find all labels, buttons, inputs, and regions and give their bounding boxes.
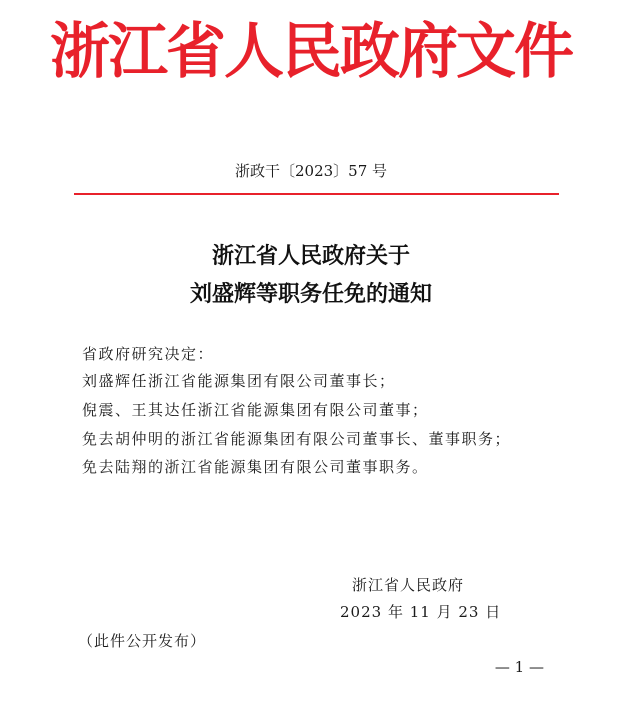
red-divider-line xyxy=(74,193,559,195)
publish-note: （此件公开发布） xyxy=(78,632,207,650)
signature-organization: 浙江省人民政府 xyxy=(352,576,465,594)
signature-date: 2023 年 11 月 23 日 xyxy=(340,603,502,621)
body-line-appointment-chairman: 刘盛辉任浙江省能源集团有限公司董事长； xyxy=(82,372,396,390)
body-line-appointment-directors: 倪震、王其达任浙江省能源集团有限公司董事； xyxy=(82,401,429,419)
document-number: 浙政干〔2023〕57 号 xyxy=(234,162,388,180)
notice-title-line-1: 浙江省人民政府关于 xyxy=(211,244,410,269)
masthead-title: 浙江省人民政府文件 xyxy=(50,17,572,87)
body-line-removal-director: 免去陆翔的浙江省能源集团有限公司董事职务。 xyxy=(82,458,429,476)
notice-title-line-2: 刘盛辉等职务任免的通知 xyxy=(189,282,432,307)
page-number: — 1 — xyxy=(494,658,544,676)
body-line-decision: 省政府研究决定： xyxy=(82,345,215,363)
body-line-removal-chairman: 免去胡仲明的浙江省能源集团有限公司董事长、董事职务； xyxy=(82,430,512,448)
